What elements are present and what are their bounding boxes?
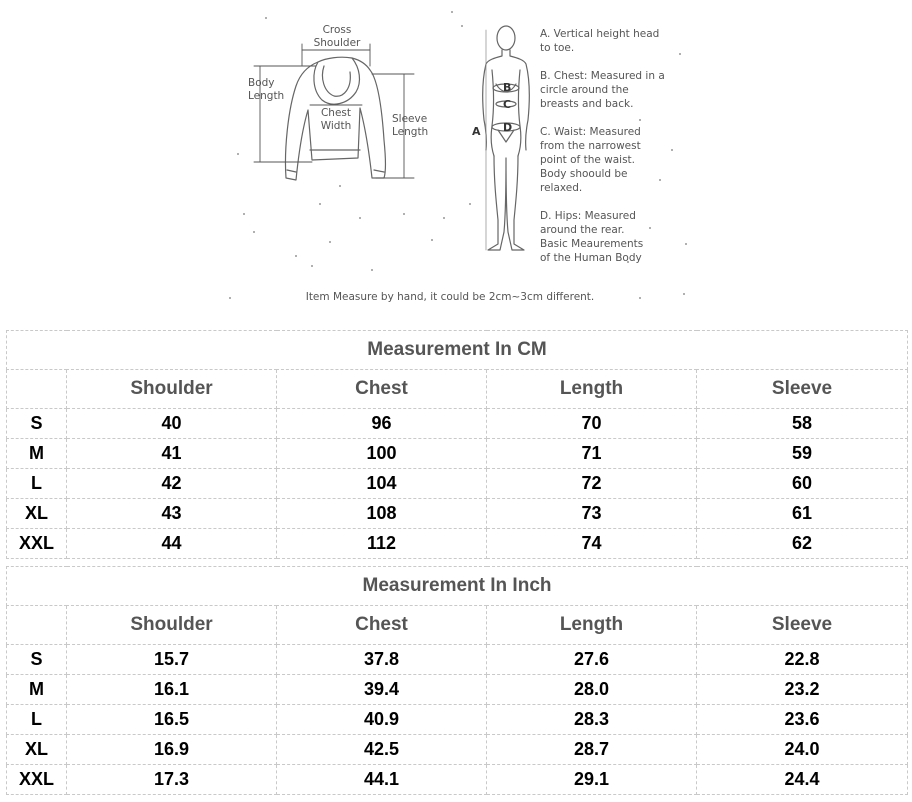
size-label: S bbox=[7, 645, 67, 675]
table-cell: 37.8 bbox=[277, 645, 487, 675]
table-cell: 73 bbox=[487, 499, 697, 529]
table-cell: 74 bbox=[487, 529, 697, 559]
table-cell: 42.5 bbox=[277, 735, 487, 765]
table-cell: 17.3 bbox=[67, 765, 277, 795]
table-cell: 70 bbox=[487, 409, 697, 439]
size-label: L bbox=[7, 705, 67, 735]
table-cell: 96 bbox=[277, 409, 487, 439]
table-cell: 23.2 bbox=[697, 675, 908, 705]
note-a: A. Vertical height head to toe. bbox=[540, 28, 660, 54]
column-header: Sleeve bbox=[697, 370, 908, 409]
table-row bbox=[7, 469, 908, 499]
table-title: Measurement In CM bbox=[7, 331, 908, 370]
column-header: Sleeve bbox=[697, 606, 908, 645]
column-header: Shoulder bbox=[67, 606, 277, 645]
table-row bbox=[7, 529, 908, 559]
table-cell: 72 bbox=[487, 469, 697, 499]
table-cell: 27.6 bbox=[487, 645, 697, 675]
table-cell: 58 bbox=[697, 409, 908, 439]
table-cell: 60 bbox=[697, 469, 908, 499]
table-cell: 22.8 bbox=[697, 645, 908, 675]
table-cell: 43 bbox=[67, 499, 277, 529]
size-label: M bbox=[7, 675, 67, 705]
column-header: Chest bbox=[277, 606, 487, 645]
cross-shoulder-label: Cross Shoulder bbox=[313, 24, 361, 49]
table-cell: 16.5 bbox=[67, 705, 277, 735]
table-cell: 62 bbox=[697, 529, 908, 559]
table-cell: 24.0 bbox=[697, 735, 908, 765]
size-label: XL bbox=[7, 499, 67, 529]
chest-width-label: Chest Width bbox=[320, 107, 352, 132]
table-cell: 28.0 bbox=[487, 675, 697, 705]
table-cell: 44.1 bbox=[277, 765, 487, 795]
figure-letter-c: C bbox=[503, 98, 512, 111]
figure-letter-d: D bbox=[503, 121, 513, 134]
table-cell: 41 bbox=[67, 439, 277, 469]
human-figure-drawing bbox=[483, 26, 530, 250]
table-cell: 28.7 bbox=[487, 735, 697, 765]
note-d: D. Hips: Measured around the rear. Basic Meaurements of the Human Body bbox=[540, 210, 644, 264]
figure-letter-b: B bbox=[503, 81, 512, 94]
corner-cell bbox=[7, 606, 67, 645]
table-row bbox=[7, 675, 908, 705]
sleeve-length-label: Sleeve Length bbox=[392, 113, 429, 138]
size-label: XXL bbox=[7, 529, 67, 559]
table-row bbox=[7, 499, 908, 529]
table-cell: 112 bbox=[277, 529, 487, 559]
table-cell: 44 bbox=[67, 529, 277, 559]
size-label: S bbox=[7, 409, 67, 439]
table-cell: 42 bbox=[67, 469, 277, 499]
body-length-label: Body Length bbox=[248, 77, 285, 102]
measure-footnote: Item Measure by hand, it could be 2cm~3cm different. bbox=[305, 291, 595, 303]
table-cell: 59 bbox=[697, 439, 908, 469]
table-cell: 104 bbox=[277, 469, 487, 499]
table-cell: 15.7 bbox=[67, 645, 277, 675]
table-cell: 40.9 bbox=[277, 705, 487, 735]
table-cell: 28.3 bbox=[487, 705, 697, 735]
table-row bbox=[7, 645, 908, 675]
column-header: Shoulder bbox=[67, 370, 277, 409]
table-cell: 71 bbox=[487, 439, 697, 469]
table-cell: 40 bbox=[67, 409, 277, 439]
measurement-illustration bbox=[0, 0, 912, 318]
table-cell: 108 bbox=[277, 499, 487, 529]
table-cell: 16.1 bbox=[67, 675, 277, 705]
column-header: Length bbox=[487, 370, 697, 409]
size-label: M bbox=[7, 439, 67, 469]
size-label: XXL bbox=[7, 765, 67, 795]
note-b: B. Chest: Measured in a circle around the breasts and back. bbox=[540, 70, 665, 110]
figure-letter-a: A bbox=[472, 125, 481, 138]
column-header: Chest bbox=[277, 370, 487, 409]
table-cell: 16.9 bbox=[67, 735, 277, 765]
table-row bbox=[7, 409, 908, 439]
table-row bbox=[7, 439, 908, 469]
table-row bbox=[7, 765, 908, 795]
size-label: XL bbox=[7, 735, 67, 765]
table-cell: 39.4 bbox=[277, 675, 487, 705]
corner-cell bbox=[7, 370, 67, 409]
size-label: L bbox=[7, 469, 67, 499]
table-row bbox=[7, 735, 908, 765]
table-cell: 24.4 bbox=[697, 765, 908, 795]
table-cell: 29.1 bbox=[487, 765, 697, 795]
table-title: Measurement In Inch bbox=[7, 567, 908, 606]
measurement-table-inch bbox=[6, 566, 908, 795]
table-cell: 23.6 bbox=[697, 705, 908, 735]
table-cell: 100 bbox=[277, 439, 487, 469]
note-c: C. Waist: Measured from the narrowest point of the waist. Body shoould be relaxed. bbox=[540, 126, 641, 194]
table-row bbox=[7, 705, 908, 735]
table-cell: 61 bbox=[697, 499, 908, 529]
column-header: Length bbox=[487, 606, 697, 645]
measurement-table-cm bbox=[6, 330, 908, 559]
line-art bbox=[0, 0, 912, 318]
